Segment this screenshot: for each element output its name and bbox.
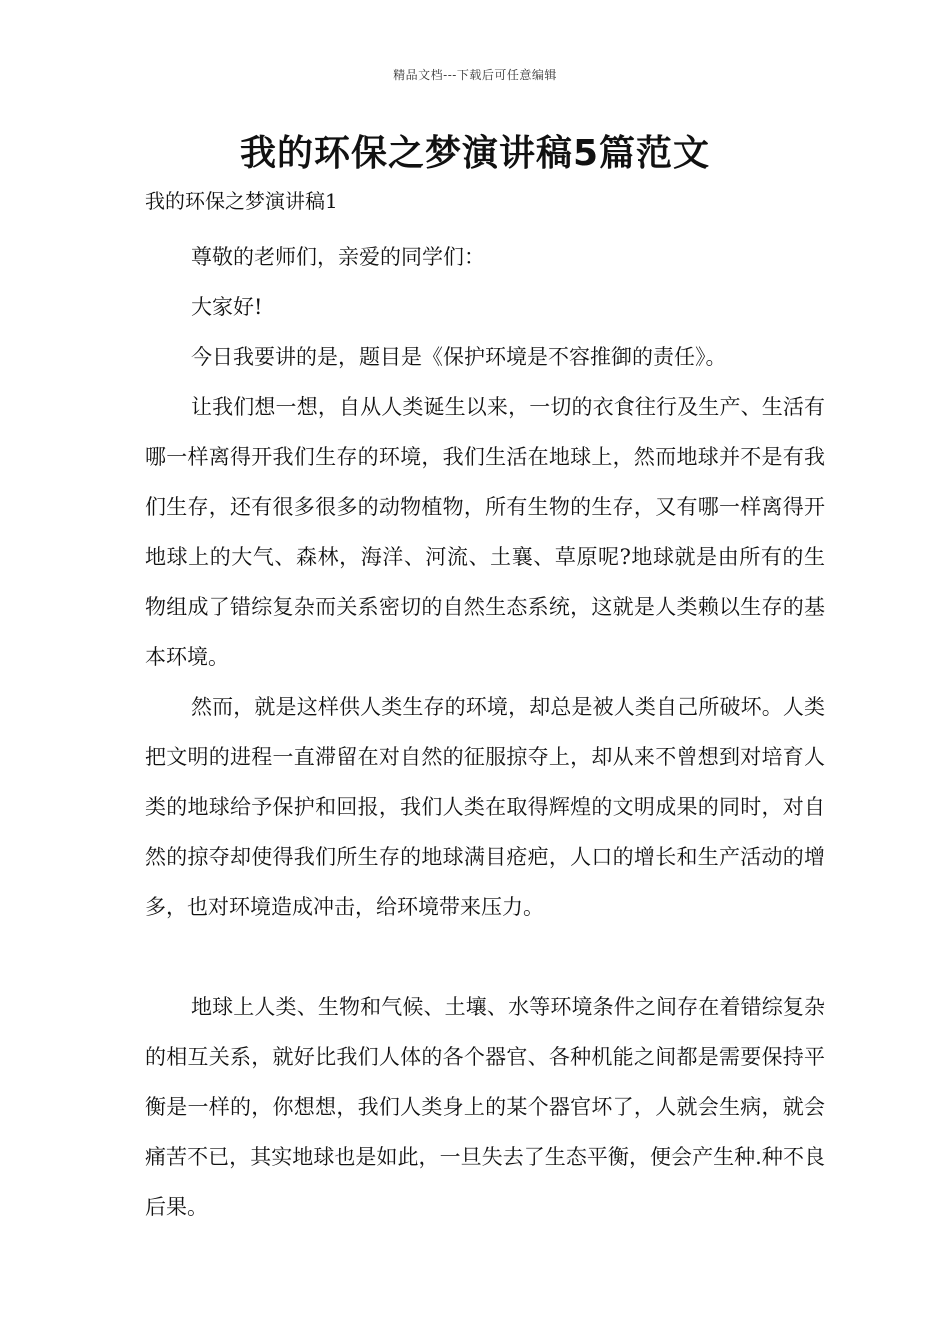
document-title: 我的环保之梦演讲稿5篇范文: [239, 133, 711, 174]
paragraph-body: 地球上人类、生物和气候、土壤、水等环境条件之间存在着错综复杂的相互关系，就好比我们人体的各个器官、各种机能之间都是需要保持平衡是一样的，你想想，我们人类身上的某个器官坏了，人就会生病，就会痛苦不已，其实地球也是如此，一旦失去了生态平衡，便会产生种.种不良后果。: [145, 995, 825, 1219]
section-heading: 我的环保之梦演讲稿1: [145, 189, 338, 213]
paragraph-body: 然而，就是这样供人类生存的环境，却总是被人类自己所破坏。人类把文明的进程一直滞留在对自然的征服掠夺上，却从来不曾想到对培育人类的地球给予保护和回报，我们人类在取得辉煌的文明成果的同时，对自然的掠夺却使得我们所生存的地球满目疮疤，人口的增长和生产活动的增多，也对环境造成冲击，给环境带来压力。: [145, 695, 825, 919]
paragraph-topic: 今日我要讲的是，题目是《保护环境是不容推御的责任》。: [191, 345, 727, 369]
paragraph-body: 让我们想一想，自从人类诞生以来，一切的衣食往行及生产、生活有哪一样离得开我们生存的环境，我们生活在地球上，然而地球并不是有我们生存，还有很多很多的动物植物，所有生物的生存，又有哪一样离得开地球上的大气、森林，海洋、河流、土襄、草原呢?地球就是由所有的生物组成了错综复杂而关系密切的自然生态系统，这就是人类赖以生存的基本环境。: [145, 395, 825, 669]
header-note: 精品文档---下载后可任意编辑: [393, 68, 557, 82]
paragraph-greeting: 大家好!: [191, 295, 263, 319]
paragraph-salutation: 尊敬的老师们，亲爱的同学们：: [191, 245, 485, 269]
document-body: [145, 232, 825, 1232]
